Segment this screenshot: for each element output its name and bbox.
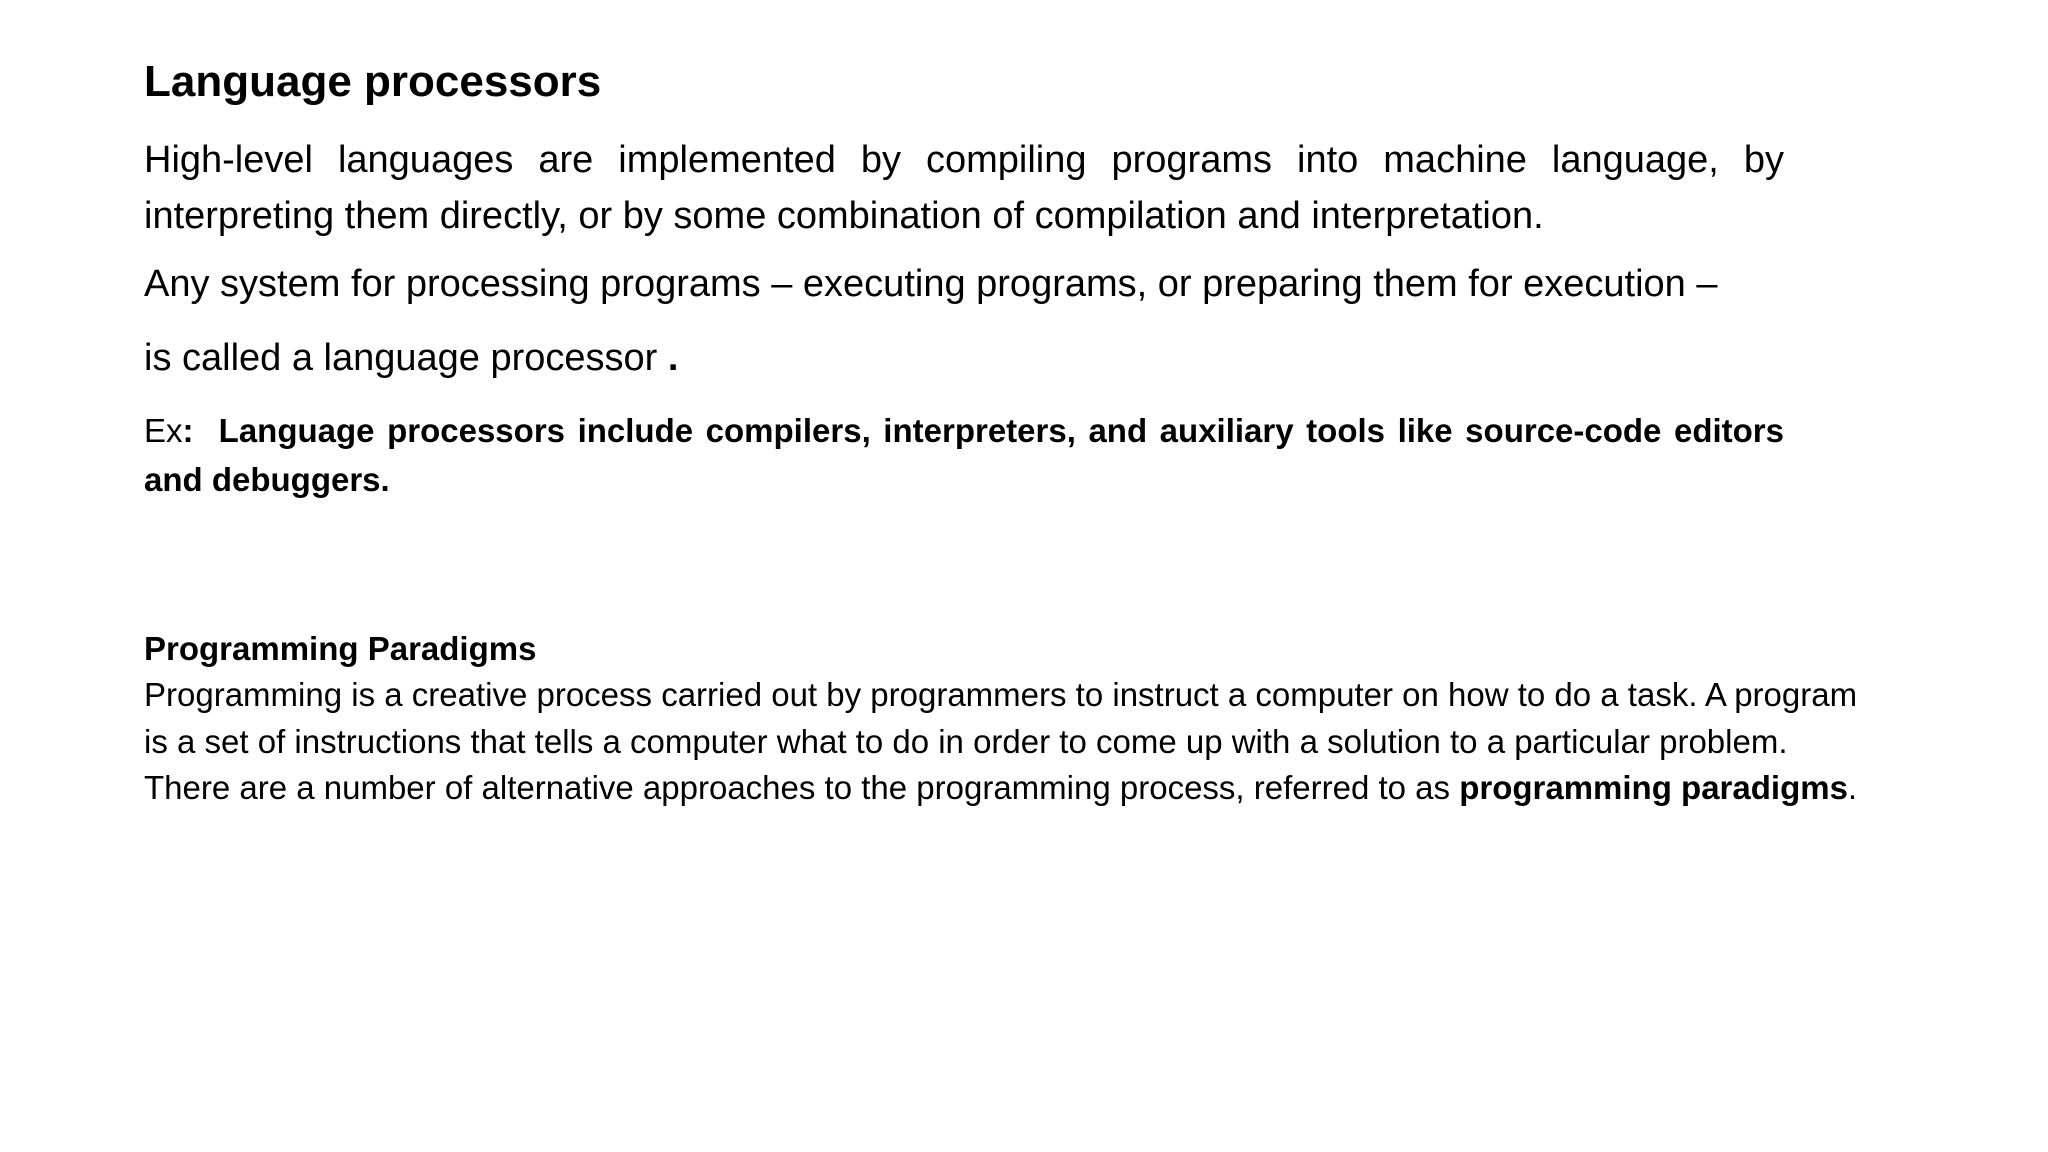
paradigms-paragraph (144, 672, 1874, 812)
definition-text: is called a language processor (144, 337, 658, 379)
example-text: Language processors include compilers, interpreters, and auxiliary tools like source-code editors and debuggers. (144, 412, 1785, 498)
section-heading: Programming Paradigms (144, 630, 537, 667)
language-processor-definition-line-2 (144, 330, 678, 386)
slide-title: Language processors (144, 57, 602, 106)
paradigms-emphasis: programming paradigms (1459, 769, 1848, 806)
definition-period: . (657, 337, 679, 379)
example-prefix: Ex (144, 412, 183, 449)
language-processor-definition-line-1: Any system for processing programs – executing programs, or preparing them for execution – (144, 263, 1718, 305)
example-paragraph (144, 406, 1784, 504)
example-colon: : (182, 412, 194, 449)
compilation-paragraph: High-level languages are implemented by compiling programs into machine language, by interpreting them directly, or by some combination of compilation and interpretation. (144, 139, 1784, 237)
paradigms-body-text: Programming is a creative process carried out by programmers to instruct a computer on how to do a task. A program is a set of instructions that tells a computer what to do in order to come up with a solution to a particular problem. There are a number of alternative approaches to the programming process, referred to as (144, 676, 1858, 806)
paradigms-end: . (1847, 769, 1858, 806)
